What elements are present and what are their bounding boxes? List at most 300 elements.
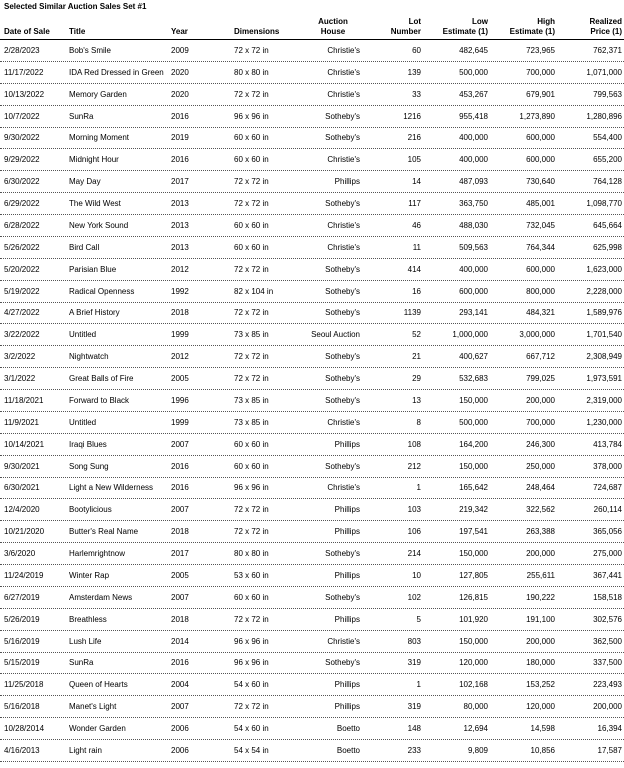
cell-auction-house: Phillips <box>334 177 360 187</box>
cell-date: 3/6/2020 <box>4 549 36 559</box>
cell-low-estimate: 1,000,000 <box>452 330 488 340</box>
cell-title: Lush Life <box>69 636 102 646</box>
cell-date: 11/25/2018 <box>4 680 44 690</box>
table-row <box>0 215 624 237</box>
cell-realized-price: 1,280,896 <box>586 111 622 121</box>
cell-realized-price: 275,000 <box>593 549 622 559</box>
cell-year: 2009 <box>171 45 189 55</box>
cell-lot-number: 319 <box>407 702 421 712</box>
cell-date: 6/27/2019 <box>4 592 40 602</box>
cell-date: 9/30/2021 <box>4 461 40 471</box>
cell-title: IDA Red Dressed in Green <box>69 67 164 77</box>
cell-year: 2007 <box>171 505 189 515</box>
cell-year: 1992 <box>171 286 189 296</box>
cell-year: 2014 <box>171 636 189 646</box>
cell-low-estimate: 127,805 <box>459 570 488 580</box>
table-row <box>0 390 624 412</box>
cell-high-estimate: 180,000 <box>526 658 555 668</box>
table-row <box>0 84 624 106</box>
cell-dimensions: 60 x 60 in <box>234 242 269 252</box>
cell-low-estimate: 532,683 <box>459 374 488 384</box>
table-row <box>0 128 624 150</box>
table-row <box>0 718 624 740</box>
cell-title: Untitled <box>69 417 97 427</box>
cell-dimensions: 72 x 72 in <box>234 45 269 55</box>
cell-high-estimate: 120,000 <box>526 702 555 712</box>
cell-realized-price: 17,587 <box>597 745 622 755</box>
cell-year: 2013 <box>171 220 189 230</box>
cell-dimensions: 73 x 85 in <box>234 417 269 427</box>
cell-low-estimate: 164,200 <box>459 439 488 449</box>
cell-realized-price: 625,998 <box>593 242 622 252</box>
cell-lot-number: 1216 <box>403 111 421 121</box>
header-lot-line2: Number <box>390 27 421 36</box>
table-row <box>0 368 624 390</box>
cell-auction-house: Phillips <box>334 614 360 624</box>
cell-high-estimate: 14,598 <box>530 724 555 734</box>
cell-year: 2016 <box>171 483 189 493</box>
header-date: Date of Sale <box>4 27 50 36</box>
table-row <box>0 412 624 434</box>
cell-auction-house: Christie's <box>327 67 360 77</box>
header-low-line2: Estimate (1) <box>442 27 488 36</box>
header-dimensions: Dimensions <box>234 27 280 36</box>
cell-high-estimate: 3,000,000 <box>519 330 555 340</box>
cell-auction-house: Sotheby's <box>325 461 360 471</box>
cell-low-estimate: 500,000 <box>459 67 488 77</box>
cell-high-estimate: 600,000 <box>526 155 555 165</box>
cell-low-estimate: 80,000 <box>463 702 488 712</box>
cell-dimensions: 96 x 96 in <box>234 636 269 646</box>
cell-low-estimate: 453,267 <box>459 89 488 99</box>
cell-high-estimate: 1,273,890 <box>519 111 555 121</box>
cell-high-estimate: 255,611 <box>526 570 555 580</box>
cell-realized-price: 1,973,591 <box>586 374 622 384</box>
table-row <box>0 653 624 675</box>
cell-auction-house: Sotheby's <box>325 374 360 384</box>
cell-dimensions: 82 x 104 in <box>234 286 274 296</box>
cell-high-estimate: 250,000 <box>526 461 555 471</box>
cell-lot-number: 102 <box>407 592 421 602</box>
cell-date: 4/16/2013 <box>4 745 40 755</box>
cell-realized-price: 799,563 <box>593 89 622 99</box>
header-high-line2: Estimate (1) <box>509 27 555 36</box>
cell-date: 10/21/2020 <box>4 527 45 537</box>
cell-high-estimate: 600,000 <box>526 264 555 274</box>
cell-year: 2006 <box>171 745 189 755</box>
cell-realized-price: 724,687 <box>593 483 622 493</box>
cell-title: Forward to Black <box>69 395 130 405</box>
cell-high-estimate: 248,464 <box>526 483 555 493</box>
cell-low-estimate: 600,000 <box>459 286 488 296</box>
cell-high-estimate: 600,000 <box>526 133 555 143</box>
cell-auction-house: Sotheby's <box>325 352 360 362</box>
cell-year: 2012 <box>171 264 189 274</box>
table-row <box>0 193 624 215</box>
cell-realized-price: 2,308,949 <box>586 352 622 362</box>
cell-low-estimate: 500,000 <box>459 417 488 427</box>
cell-realized-price: 554,400 <box>593 133 622 143</box>
cell-dimensions: 72 x 72 in <box>234 352 269 362</box>
header-lot-line1: Lot <box>408 17 421 26</box>
cell-lot-number: 108 <box>407 439 421 449</box>
cell-title: Wonder Garden <box>69 724 126 734</box>
cell-lot-number: 216 <box>407 133 421 143</box>
cell-auction-house: Sotheby's <box>325 111 360 121</box>
table-row <box>0 346 624 368</box>
cell-auction-house: Boetto <box>336 745 360 755</box>
cell-realized-price: 1,098,770 <box>586 199 622 209</box>
cell-low-estimate: 219,342 <box>459 505 488 515</box>
cell-lot-number: 105 <box>407 155 421 165</box>
header-high-estimate <box>505 17 555 37</box>
cell-lot-number: 52 <box>412 330 421 340</box>
cell-low-estimate: 165,642 <box>459 483 488 493</box>
cell-year: 2018 <box>171 614 189 624</box>
cell-auction-house: Christie's <box>327 155 360 165</box>
cell-high-estimate: 200,000 <box>526 549 555 559</box>
cell-realized-price: 645,664 <box>593 220 622 230</box>
header-auction-house-line2: House <box>320 27 346 36</box>
cell-realized-price: 1,589,976 <box>586 308 622 318</box>
cell-title: Manet's Light <box>69 702 117 712</box>
table-title: Selected Similar Auction Sales Set #1 <box>4 2 147 11</box>
cell-high-estimate: 191,100 <box>526 614 555 624</box>
table-row <box>0 631 624 653</box>
table-row <box>0 740 624 762</box>
cell-title: Bootylicious <box>69 505 112 515</box>
cell-title: Harlemrightnow <box>69 549 126 559</box>
cell-low-estimate: 482,645 <box>459 45 488 55</box>
cell-lot-number: 233 <box>407 745 421 755</box>
cell-auction-house: Christie's <box>327 417 360 427</box>
cell-dimensions: 60 x 60 in <box>234 592 269 602</box>
table-row <box>0 62 624 84</box>
cell-auction-house: Christie's <box>327 636 360 646</box>
cell-auction-house: Sotheby's <box>325 395 360 405</box>
cell-auction-house: Christie's <box>327 483 360 493</box>
cell-title: Nightwatch <box>69 352 109 362</box>
cell-dimensions: 72 x 72 in <box>234 264 269 274</box>
cell-date: 2/28/2023 <box>4 45 40 55</box>
cell-high-estimate: 679,901 <box>526 89 555 99</box>
cell-auction-house: Sotheby's <box>325 549 360 559</box>
table-row <box>0 40 624 62</box>
table-row <box>0 106 624 128</box>
cell-date: 6/30/2021 <box>4 483 40 493</box>
cell-low-estimate: 488,030 <box>459 220 488 230</box>
cell-title: Winter Rap <box>69 570 110 580</box>
cell-realized-price: 365,056 <box>593 527 622 537</box>
cell-dimensions: 72 x 72 in <box>234 614 269 624</box>
cell-lot-number: 106 <box>407 527 421 537</box>
cell-year: 2016 <box>171 658 189 668</box>
table-header <box>0 14 624 40</box>
cell-year: 2019 <box>171 133 189 143</box>
cell-high-estimate: 732,045 <box>526 220 555 230</box>
header-title: Title <box>69 27 86 36</box>
cell-high-estimate: 730,640 <box>526 177 555 187</box>
header-auction-house <box>305 17 361 37</box>
table-row <box>0 434 624 456</box>
cell-high-estimate: 723,965 <box>526 45 555 55</box>
cell-dimensions: 72 x 72 in <box>234 702 269 712</box>
cell-title: Midnight Hour <box>69 155 119 165</box>
cell-year: 2012 <box>171 352 189 362</box>
cell-high-estimate: 485,001 <box>526 199 555 209</box>
cell-lot-number: 803 <box>407 636 421 646</box>
cell-dimensions: 96 x 96 in <box>234 483 269 493</box>
cell-date: 5/26/2022 <box>4 242 40 252</box>
cell-high-estimate: 700,000 <box>526 67 555 77</box>
cell-year: 2018 <box>171 308 189 318</box>
cell-low-estimate: 400,627 <box>459 352 488 362</box>
cell-lot-number: 1139 <box>403 308 421 318</box>
cell-realized-price: 1,623,000 <box>586 264 622 274</box>
cell-low-estimate: 150,000 <box>459 636 488 646</box>
cell-low-estimate: 400,000 <box>459 133 488 143</box>
cell-date: 6/28/2022 <box>4 220 40 230</box>
table-row <box>0 499 624 521</box>
cell-realized-price: 200,000 <box>593 702 622 712</box>
cell-dimensions: 60 x 60 in <box>234 439 269 449</box>
cell-lot-number: 5 <box>416 614 421 624</box>
cell-lot-number: 103 <box>407 505 421 515</box>
cell-title: May Day <box>69 177 101 187</box>
header-realized-price <box>570 17 622 37</box>
cell-lot-number: 13 <box>412 395 421 405</box>
cell-year: 2005 <box>171 570 189 580</box>
sales-table <box>0 40 624 762</box>
cell-year: 2020 <box>171 67 189 77</box>
cell-low-estimate: 197,541 <box>459 527 488 537</box>
header-high-line1: High <box>537 17 555 26</box>
cell-low-estimate: 12,694 <box>463 724 488 734</box>
cell-realized-price: 413,784 <box>593 439 622 449</box>
cell-high-estimate: 10,856 <box>530 745 555 755</box>
cell-auction-house: Phillips <box>334 702 360 712</box>
cell-lot-number: 212 <box>407 461 421 471</box>
cell-year: 2018 <box>171 527 189 537</box>
cell-realized-price: 337,500 <box>593 658 622 668</box>
cell-low-estimate: 150,000 <box>459 395 488 405</box>
cell-realized-price: 260,114 <box>593 505 622 515</box>
cell-year: 2007 <box>171 439 189 449</box>
table-row <box>0 565 624 587</box>
header-year: Year <box>171 27 188 36</box>
cell-auction-house: Sotheby's <box>325 133 360 143</box>
cell-year: 2007 <box>171 592 189 602</box>
cell-year: 2013 <box>171 199 189 209</box>
cell-title: Great Balls of Fire <box>69 374 134 384</box>
header-price-line2: Price (1) <box>590 27 622 36</box>
cell-dimensions: 96 x 96 in <box>234 658 269 668</box>
cell-high-estimate: 153,252 <box>526 680 555 690</box>
cell-date: 5/15/2019 <box>4 658 40 668</box>
cell-low-estimate: 126,815 <box>459 592 488 602</box>
cell-dimensions: 60 x 60 in <box>234 155 269 165</box>
cell-lot-number: 8 <box>416 417 421 427</box>
cell-title: Memory Garden <box>69 89 127 99</box>
cell-lot-number: 214 <box>407 549 421 559</box>
cell-title: Light a New Wilderness <box>69 483 154 493</box>
table-row <box>0 303 624 325</box>
cell-title: SunRa <box>69 658 94 668</box>
cell-date: 6/30/2022 <box>4 177 40 187</box>
cell-lot-number: 60 <box>412 45 421 55</box>
cell-lot-number: 117 <box>408 199 421 209</box>
cell-year: 1999 <box>171 330 189 340</box>
cell-auction-house: Sotheby's <box>325 264 360 274</box>
cell-year: 2013 <box>171 242 189 252</box>
cell-dimensions: 72 x 72 in <box>234 308 269 318</box>
cell-auction-house: Sotheby's <box>325 658 360 668</box>
cell-realized-price: 367,441 <box>593 570 622 580</box>
cell-low-estimate: 120,000 <box>459 658 488 668</box>
cell-date: 3/22/2022 <box>4 330 40 340</box>
cell-title: A Brief History <box>69 308 120 318</box>
cell-lot-number: 33 <box>412 89 421 99</box>
cell-title: Iraqi Blues <box>69 439 107 449</box>
cell-realized-price: 378,000 <box>593 461 622 471</box>
cell-dimensions: 72 x 72 in <box>234 374 269 384</box>
cell-date: 5/26/2019 <box>4 614 40 624</box>
cell-high-estimate: 764,344 <box>526 242 555 252</box>
cell-low-estimate: 150,000 <box>459 549 488 559</box>
cell-low-estimate: 400,000 <box>459 264 488 274</box>
cell-dimensions: 73 x 85 in <box>234 330 269 340</box>
cell-high-estimate: 190,222 <box>526 592 555 602</box>
cell-realized-price: 2,319,000 <box>586 395 622 405</box>
cell-auction-house: Phillips <box>334 680 360 690</box>
cell-lot-number: 16 <box>412 286 421 296</box>
cell-date: 6/29/2022 <box>4 199 40 209</box>
cell-date: 10/14/2021 <box>4 439 45 449</box>
cell-lot-number: 10 <box>412 570 421 580</box>
cell-low-estimate: 487,093 <box>459 177 488 187</box>
cell-realized-price: 764,128 <box>593 177 622 187</box>
cell-date: 11/18/2021 <box>4 395 44 405</box>
table-row <box>0 521 624 543</box>
cell-lot-number: 1 <box>416 680 421 690</box>
cell-dimensions: 80 x 80 in <box>234 67 269 77</box>
cell-dimensions: 54 x 60 in <box>234 680 269 690</box>
cell-dimensions: 53 x 60 in <box>234 570 269 580</box>
cell-lot-number: 139 <box>407 67 421 77</box>
cell-realized-price: 2,228,000 <box>586 286 622 296</box>
cell-lot-number: 319 <box>407 658 421 668</box>
cell-low-estimate: 101,920 <box>459 614 488 624</box>
cell-lot-number: 148 <box>407 724 421 734</box>
cell-year: 2007 <box>171 702 189 712</box>
cell-dimensions: 60 x 60 in <box>234 220 269 230</box>
cell-dimensions: 72 x 72 in <box>234 199 269 209</box>
cell-title: Amsterdam News <box>69 592 133 602</box>
header-price-line1: Realized <box>589 17 622 26</box>
cell-dimensions: 54 x 54 in <box>234 745 269 755</box>
table-row <box>0 324 624 346</box>
cell-date: 11/17/2022 <box>4 67 44 77</box>
cell-dimensions: 72 x 72 in <box>234 177 269 187</box>
cell-date: 12/4/2020 <box>4 505 40 515</box>
cell-title: SunRa <box>69 111 94 121</box>
cell-auction-house: Sotheby's <box>325 592 360 602</box>
cell-title: Bob's Smile <box>69 45 111 55</box>
cell-year: 2016 <box>171 155 189 165</box>
cell-title: Song Sung <box>69 461 109 471</box>
table-row <box>0 696 624 718</box>
cell-low-estimate: 509,563 <box>459 242 488 252</box>
cell-lot-number: 21 <box>412 352 421 362</box>
cell-auction-house: Phillips <box>334 505 360 515</box>
cell-title: New York Sound <box>69 220 129 230</box>
cell-high-estimate: 799,025 <box>526 374 555 384</box>
cell-auction-house: Sotheby's <box>325 286 360 296</box>
cell-date: 9/29/2022 <box>4 155 40 165</box>
cell-dimensions: 72 x 72 in <box>234 527 269 537</box>
cell-date: 4/27/2022 <box>4 308 40 318</box>
cell-realized-price: 1,701,540 <box>586 330 622 340</box>
cell-year: 2004 <box>171 680 189 690</box>
table-row <box>0 456 624 478</box>
table-row <box>0 281 624 303</box>
cell-date: 10/28/2014 <box>4 724 45 734</box>
cell-auction-house: Phillips <box>334 570 360 580</box>
cell-title: Light rain <box>69 745 102 755</box>
cell-title: Radical Openness <box>69 286 135 296</box>
cell-auction-house: Sotheby's <box>325 308 360 318</box>
cell-date: 11/24/2019 <box>4 570 44 580</box>
cell-date: 10/7/2022 <box>4 111 40 121</box>
cell-realized-price: 1,230,000 <box>586 417 622 427</box>
cell-auction-house: Christie's <box>327 45 360 55</box>
cell-title: Bird Call <box>69 242 100 252</box>
cell-date: 10/13/2022 <box>4 89 45 99</box>
cell-dimensions: 72 x 72 in <box>234 505 269 515</box>
cell-dimensions: 80 x 80 in <box>234 549 269 559</box>
cell-realized-price: 762,371 <box>593 45 622 55</box>
cell-high-estimate: 322,562 <box>526 505 555 515</box>
cell-realized-price: 1,071,000 <box>586 67 622 77</box>
table-row <box>0 674 624 696</box>
header-auction-house-line1: Auction <box>318 17 348 26</box>
cell-year: 2005 <box>171 374 189 384</box>
cell-dimensions: 73 x 85 in <box>234 395 269 405</box>
header-low-line1: Low <box>472 17 488 26</box>
cell-date: 9/30/2022 <box>4 133 40 143</box>
cell-title: Parisian Blue <box>69 264 117 274</box>
cell-high-estimate: 246,300 <box>526 439 555 449</box>
cell-date: 11/9/2021 <box>4 417 39 427</box>
table-row <box>0 609 624 631</box>
cell-title: The Wild West <box>69 199 121 209</box>
cell-year: 2017 <box>171 549 189 559</box>
cell-realized-price: 223,493 <box>593 680 622 690</box>
cell-dimensions: 60 x 60 in <box>234 133 269 143</box>
cell-realized-price: 362,500 <box>593 636 622 646</box>
cell-lot-number: 46 <box>412 220 421 230</box>
table-row <box>0 171 624 193</box>
table-row <box>0 587 624 609</box>
table-row <box>0 149 624 171</box>
cell-year: 2016 <box>171 111 189 121</box>
cell-auction-house: Christie's <box>327 242 360 252</box>
cell-high-estimate: 700,000 <box>526 417 555 427</box>
cell-year: 2017 <box>171 177 189 187</box>
table-row <box>0 237 624 259</box>
cell-realized-price: 302,576 <box>593 614 622 624</box>
cell-auction-house: Phillips <box>334 527 360 537</box>
